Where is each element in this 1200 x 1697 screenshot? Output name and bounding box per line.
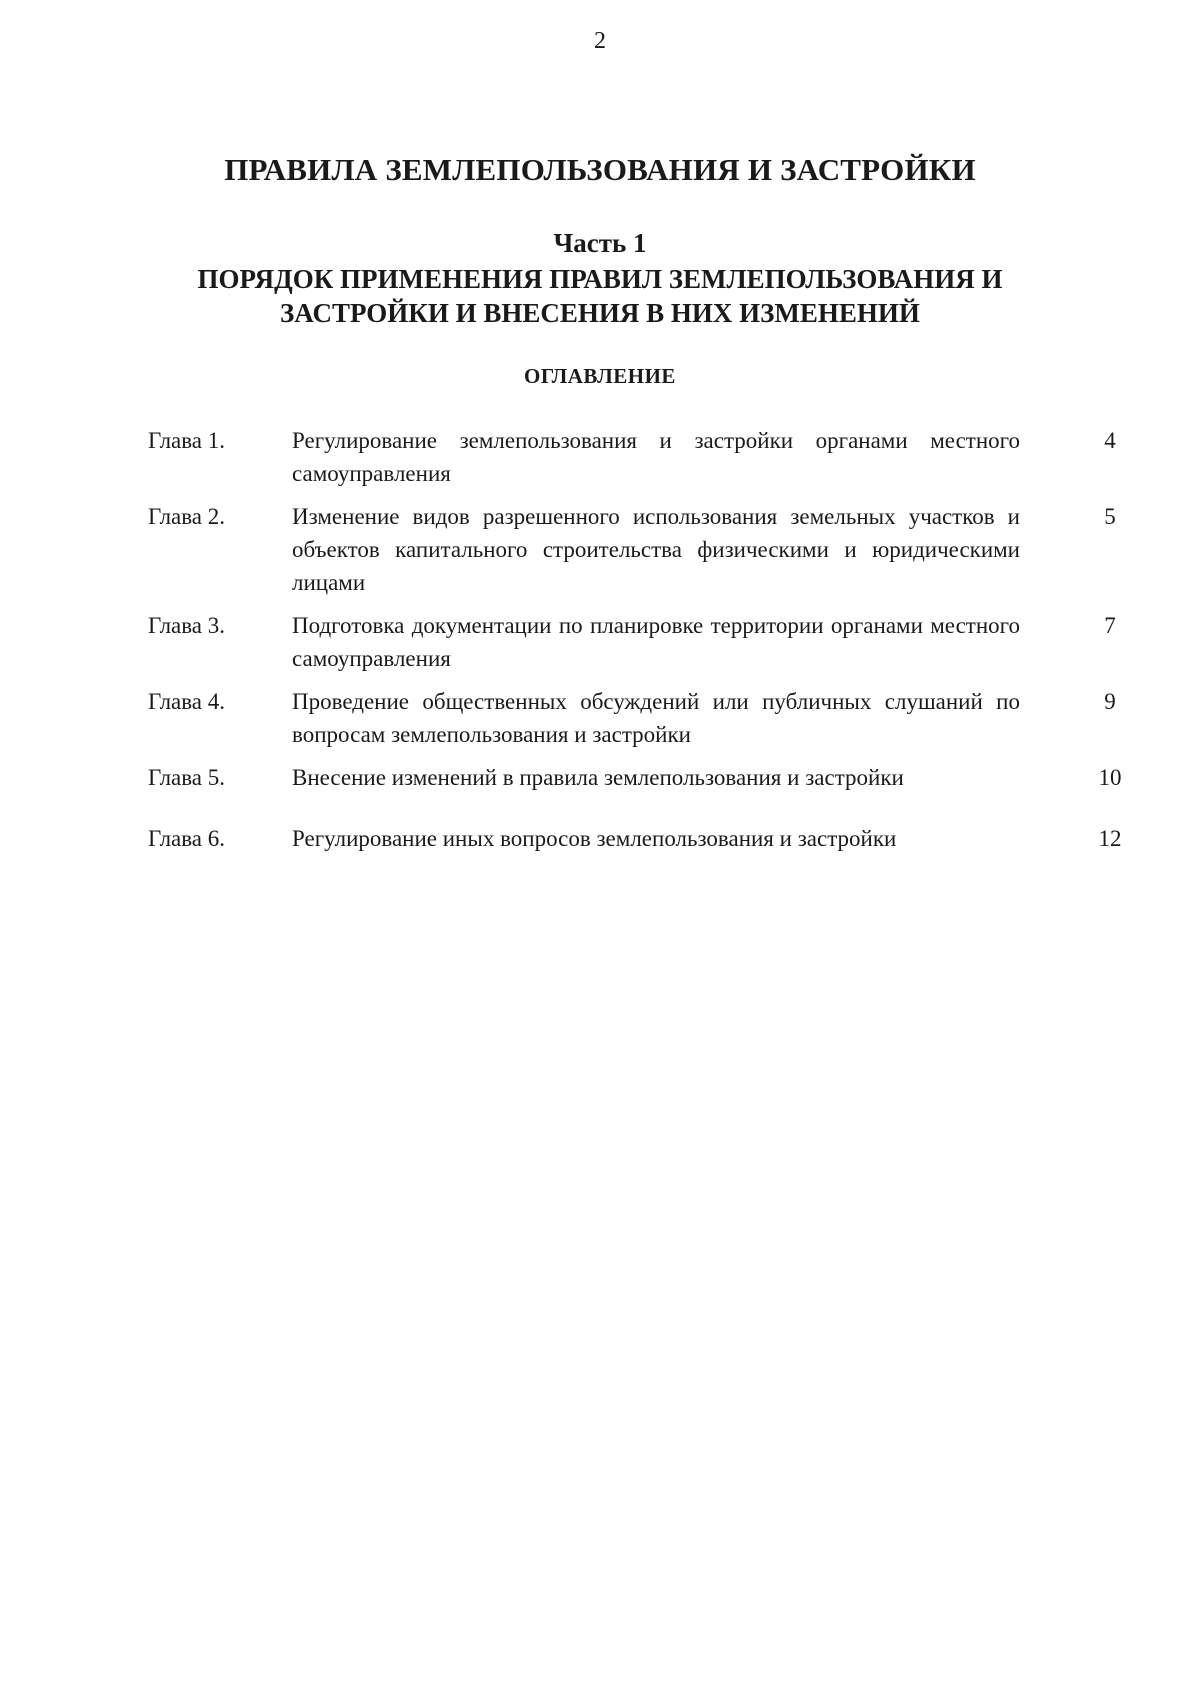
- toc-page-number: 5: [1104, 504, 1116, 529]
- toc-page-number: 9: [1104, 689, 1116, 714]
- toc-chapter-title: Внесение изменений в правила землепользования и застройки: [292, 765, 904, 790]
- toc-chapter-title: Регулирование землепользования и застройки органами местного самоуправления: [292, 428, 1020, 486]
- toc-chapter-title: Изменение видов разрешенного использования земельных участков и объектов капитального строительства физическими и юридическими лицами: [292, 504, 1020, 595]
- toc-chapter-number: Глава 4.: [148, 689, 226, 714]
- toc-chapter-title: Проведение общественных обсуждений или публичных слушаний по вопросам землепользования и застройки: [292, 689, 1020, 747]
- toc-chapter-number: Глава 5.: [148, 765, 226, 790]
- toc-page-number: 4: [1104, 428, 1116, 453]
- toc-chapter-number: Глава 3.: [148, 613, 226, 638]
- toc-chapter-number: Глава 1.: [148, 428, 226, 453]
- part-title: ПОРЯДОК ПРИМЕНЕНИЯ ПРАВИЛ ЗЕМЛЕПОЛЬЗОВАНИЯ И ЗАСТРОЙКИ И ВНЕСЕНИЯ В НИХ ИЗМЕНЕНИЙ: [197, 264, 1003, 328]
- toc-page-number: 7: [1104, 613, 1116, 638]
- toc-page-number: 10: [1098, 765, 1122, 790]
- toc-chapter-title: Подготовка документации по планировке территории органами местного самоуправления: [292, 613, 1020, 671]
- document-title: ПРАВИЛА ЗЕМЛЕПОЛЬЗОВАНИЯ И ЗАСТРОЙКИ: [224, 152, 976, 187]
- toc-heading: ОГЛАВЛЕНИЕ: [524, 364, 676, 388]
- part-label: Часть 1: [553, 228, 647, 258]
- page-number: 2: [594, 28, 606, 54]
- toc-page-number: 12: [1098, 826, 1122, 851]
- toc-chapter-number: Глава 2.: [148, 504, 226, 529]
- toc-chapter-number: Глава 6.: [148, 826, 226, 851]
- toc-chapter-title: Регулирование иных вопросов землепользования и застройки: [292, 826, 897, 851]
